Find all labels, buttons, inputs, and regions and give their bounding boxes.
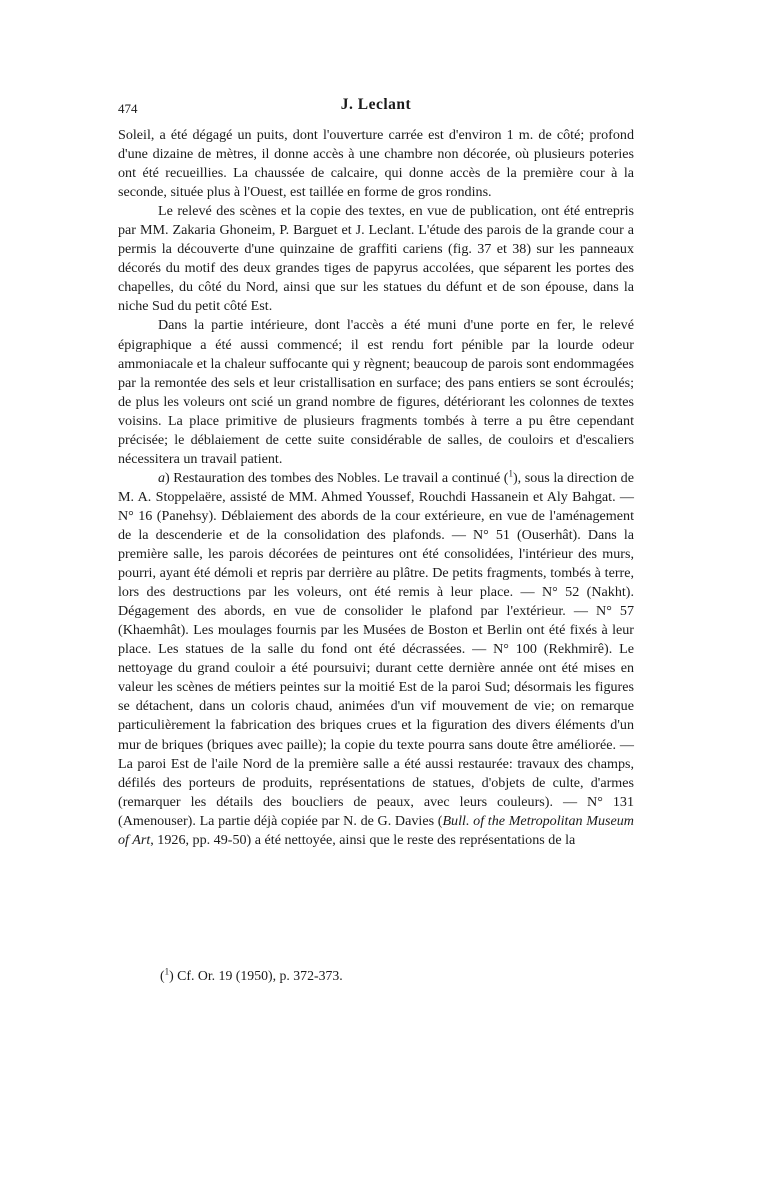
- page: [118, 96, 634, 850]
- paragraph: [118, 469, 634, 850]
- text-run: ) Restauration des tombes des Nobles. Le travail a continué (: [165, 469, 509, 486]
- text-run: Soleil, a été dégagé un puits, dont l'ouverture carrée est d'environ 1 m. de côté; profond d'une dizaine de mètres, il donne accès à une chambre non décorée, où plusieurs poteries ont été recueillies. La chaussée de calcaire, qui donne accès de la première cour à la seconde, située plus à l'Ouest, est taillée en forme de gros rondins.: [118, 127, 634, 201]
- page-number: 474: [118, 101, 138, 116]
- footnote-mark: 1: [164, 966, 170, 977]
- paragraph: [118, 126, 634, 202]
- text-run: Le relevé des scènes et la copie des textes, en vue de publication, ont été entrepris par MM. Zakaria Ghoneim, P. Barguet et J. Leclant. L'étude des parois de la grande cour a permis la découverte d'une quinzaine de graffiti cariens (fig. 37 et 38) sur les panneaux décorés du motif des deux grandes tiges de papyrus accolées, que séparent les portes des chapelles, du côté du Nord, ainsi que sur les statues du défunt et de son épouse, dans la niche Sud du petit côté Est.: [118, 203, 634, 315]
- italic-text: Bull. of the Metropolitan Museum of Art: [118, 812, 634, 848]
- text-run: Dans la partie intérieure, dont l'accès a été muni d'une porte en fer, le relevé épigraphique a été aussi commencé; il est rendu fort pénible par la lourde odeur ammoniacale et la chaleur suffocante qui y règnent; beaucoup de parois sont endommagées par la remontée des sels et leur cristallisation en surface; des pans entiers se sont écroulés; de plus les voleurs ont scié un grand nombre de figures, détériorant les colonnes de textes voisins. La place primitive de plusieurs fragments tombés à terre a pu être cependant précisée; le déblaiement de cette suite considérable de salles, de couloirs et d'escaliers nécessitera un travail patient.: [118, 317, 634, 467]
- footnotes: [160, 968, 343, 984]
- footnote: ($^1$) Cf. Or. 19 (1950), p. 372-373.: [160, 966, 343, 983]
- page-header: [118, 96, 634, 126]
- footnote-ref: 1: [508, 468, 513, 479]
- paragraph: [118, 316, 634, 468]
- text-run: , 1926, pp. 49-50) a été nettoyée, ainsi que le reste des représentations de la: [150, 831, 576, 848]
- running-head: J. Leclant: [340, 96, 412, 113]
- body-text: [118, 126, 634, 850]
- text-run: ), sous la direction de M. A. Stoppelaëre, assisté de MM. Ahmed Youssef, Rouchdi Hassanein et Aly Bahgat. — N° 16 (Panehsy). Déblaiement des abords de la cour extérieure, en vue de l'aménagement de la descenderie et de la consolidation des plafonds. — N° 51 (Ouserhât). Dans la première salle, les parois décorées de peintures ont été consolidées, l'intérieur des murs, pourri, ayant été démoli et repris par derrière au plâtre. De petits fragments, tombés à terre, lors des destructions par les voleurs, ont été remis à leur place. — N° 52 (Nakht). Dégagement des abords, en vue de consolider le plafond par l'extérieur. — N° 57 (Khaemhât). Les moulages fournis par les Musées de Boston et Berlin ont été fixés à leur place. Les statues de la salle du fond ont été décrassées. — N° 100 (Rekhmirê). Le nettoyage du grand couloir a été poursuivi; durant cette dernière année ont été mises en valeur les scènes de métiers peintes sur la moitié Est de la paroi Sud; désormais les figures se détachent, dans un coloris chaud, animées d'un vif mouvement de vie; on remarque particulièrement la fabrication des briques crues et la figuration des divers éléments d'un mur de briques (briques avec paille); la copie du texte pourra sans doute être améliorée. — La paroi Est de l'aile Nord de la première salle a été aussi restaurée: travaux des champs, défilés des porteurs de produits, représentations de statues, d'objets de culte, d'armes (remarquer les détails des boucliers de peaux, avec leurs couleurs). — N° 131 (Amenouser). La partie déjà copiée par N. de G. Davies (: [118, 469, 634, 829]
- italic-text: a: [158, 469, 166, 486]
- footnote-text: Cf. Or. 19 (1950), p. 372-373.: [173, 968, 343, 983]
- paragraph: [118, 202, 634, 316]
